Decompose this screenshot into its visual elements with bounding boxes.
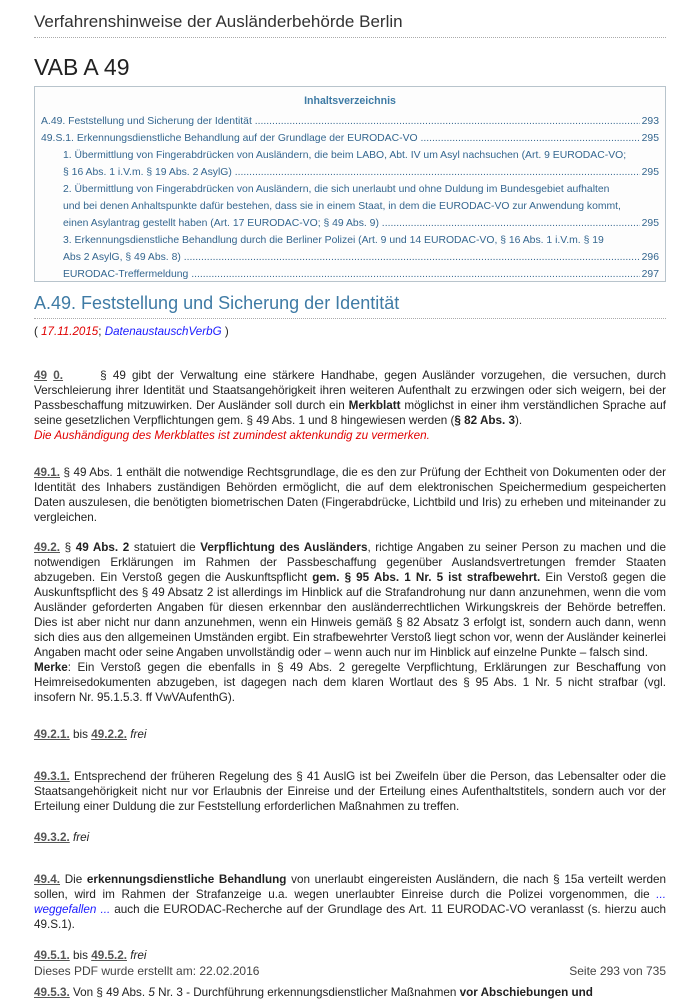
toc-entry-line[interactable]: § 16 Abs. 1 i.V.m. § 19 Abs. 2 AsylG) ..... bbox=[63, 164, 640, 181]
paragraph-49-3-1 bbox=[34, 769, 666, 814]
paragraph-49-2 bbox=[34, 540, 666, 705]
amendment-note-text: Die Aushändigung des Merkblattes ist zumindest aktenkundig zu vermerken. bbox=[34, 429, 430, 442]
paragraph-bold: gem. § 95 Abs. 1 Nr. 5 ist strafbewehrt. bbox=[312, 571, 541, 584]
paragraph-bold: erkennungsdienstliche Behandlung bbox=[86, 873, 287, 886]
paragraph-number[interactable]: 49.2.2. bbox=[91, 728, 127, 741]
document-title: VAB A 49 bbox=[34, 54, 130, 80]
paragraph-bold: Verpflichtung des Ausländers bbox=[200, 541, 368, 554]
toc-entry[interactable] bbox=[41, 130, 659, 147]
merke-label: Merke bbox=[34, 661, 68, 674]
section-title: A.49. Feststellung und Sicherung der Identität bbox=[34, 293, 400, 313]
paragraph-number[interactable]: 49 bbox=[34, 369, 48, 382]
paragraph-number[interactable]: 0. bbox=[53, 369, 63, 382]
paragraph-text: Ein Verstoß gegen die Auskunftspflicht des § 49 Absatz 2 ist allerdings im Hinblick auf die Strafandrohung nur dann anzunehmen, wenn die vom Ausländer geforderten Angaben für diesen erkennbar den ausländerrechtlichen Wirkungskreis der Behörde betreffen. Dies ist aber nicht nur dann anzunehmen, wenn ein Hinweis gemäß § 82 Absatz 3 erfolgt ist, sondern auch dann, wenn sich dies aus den allgemeinen Umständen ergibt. Ein strafbewehrter Verstoß liegt schon vor, wenn der Ausländer keinerlei Angaben macht oder seine Angaben unvollständig oder – wenn auch nur im Hinblick auf einzelne Punkte – falsch sind. bbox=[34, 571, 666, 659]
paragraph-text: bis bbox=[73, 949, 88, 962]
running-header: Verfahrenshinweise der Ausländerbehörde Berlin bbox=[34, 12, 403, 31]
paragraph-number[interactable]: 49.5.1. bbox=[34, 949, 70, 962]
toc-entry-line[interactable]: Abs 2 AsylG, § 49 Abs. 8) ..... bbox=[63, 249, 640, 266]
paragraph-bold: vor Abschiebungen und bbox=[459, 986, 593, 999]
paragraph-text: § 49 gibt der Verwaltung eine stärkere Handhabe, gegen Ausländer vorzugehen, die versuchen, durch Verschleierung ihrer Identität und Staatsangehörigkeit ihren weiteren Aufenthalt zu erzwingen oder sich weigern, bei der Passbeschaffung mitzuwirken. Der Ausländer soll durch ein bbox=[34, 369, 667, 412]
toc-entry-page[interactable]: 297 bbox=[641, 269, 659, 280]
footer-created-date: Dieses PDF wurde erstellt am: 22.02.2016 bbox=[34, 964, 260, 978]
toc-entry-text[interactable]: EURODAC-Treffermeldung ..... bbox=[63, 266, 640, 283]
paragraph-text: Entsprechend der früheren Regelung des § 41 AuslG ist bei Zweifeln über die Person, das Lebensalter oder die Staatsangehörigkeit nicht nur vor Erlaubnis der Einreise und der Erteilung eines Aufenthaltstitels, sondern auch vor der Erteilung einer Duldung die zur Feststellung erforderlichen Maßnahmen zu treffen. bbox=[34, 770, 667, 813]
paragraph-number[interactable]: 49.1. bbox=[34, 466, 60, 479]
paragraph-49-0 bbox=[34, 368, 666, 443]
toc-entry-page[interactable]: 295 bbox=[641, 133, 659, 144]
paragraph-text: frei bbox=[73, 831, 90, 844]
paragraph-number[interactable]: 49.4. bbox=[34, 873, 60, 886]
paragraph-49-2-1 bbox=[34, 727, 666, 742]
toc-entry[interactable] bbox=[41, 147, 659, 181]
paragraph-text: auch die EURODAC-Recherche auf der Grundlage des Art. 11 EURODAC-VO veranlasst (s. hierzu auch 49.S.1). bbox=[34, 903, 667, 931]
toc-entry-text[interactable]: A.49. Feststellung und Sicherung der Identität ..... bbox=[41, 113, 640, 130]
toc-entry-line[interactable]: 1. Übermittlung von Fingerabdrücken von Ausländern, die beim LABO, Abt. IV um Asyl nachsuchen (Art. 9 EURODAC-VO; bbox=[63, 150, 627, 161]
toc-entry-line[interactable]: und bei denen Anhaltspunkte dafür bestehen, dass sie in einem Staat, in dem die EURODAC-VO zur Anwendung kommt, bbox=[63, 201, 621, 212]
paragraph-49-4 bbox=[34, 872, 666, 932]
toc-entry-page[interactable]: 296 bbox=[641, 252, 659, 263]
paragraph-number[interactable]: 49.3.1. bbox=[34, 770, 70, 783]
paragraph-number[interactable]: 49.5.2. bbox=[91, 949, 127, 962]
toc-entry[interactable] bbox=[41, 113, 659, 130]
paragraph-number[interactable]: 49.5.3. bbox=[34, 986, 70, 999]
amendment-note: ( 17.11.2015; DatenaustauschVerbG ) bbox=[34, 325, 229, 338]
paragraph-text: bis bbox=[73, 728, 88, 741]
toc-entry-line[interactable]: 3. Erkennungsdienstliche Behandlung durch die Berliner Polizei (Art. 9 und 14 EURODAC-VO, § 16 Abs. 1 i.V.m. § 19 bbox=[63, 235, 604, 246]
paragraph-49-5-1 bbox=[34, 948, 666, 963]
paragraph-49-3-2 bbox=[34, 830, 666, 845]
paragraph-49-1 bbox=[34, 465, 666, 525]
paragraph-text: ). bbox=[515, 414, 523, 427]
toc-entry-page[interactable]: 295 bbox=[641, 218, 659, 229]
table-of-contents bbox=[34, 86, 666, 282]
paragraph-text: von unerlaubt eingereisten Ausländern, die nach § 15a verteilt werden sollen, wird im Rahmen der Strafanzeige u.a. wegen unerlaubter Einreise durch die Polizei vorgenommen, die bbox=[34, 873, 666, 901]
paragraph-bold: § 82 Abs. 3 bbox=[454, 414, 516, 427]
paragraph-text: möglichst in einer ihm verständlichen Sprache auf seine gesetzlichen Verpflichtungen gem. § 49 Abs. 1 und 8 hingewiesen werden ( bbox=[34, 399, 666, 427]
document-body bbox=[34, 368, 666, 1000]
toc-entry-text[interactable]: 49.S.1. Erkennungsdienstliche Behandlung auf der Grundlage der EURODAC-VO ..... bbox=[41, 130, 640, 147]
paragraph-text: frei bbox=[130, 949, 147, 962]
omission-note: ... weggefallen ... bbox=[34, 888, 667, 916]
toc-entry-line[interactable]: einen Asylantrag gestellt haben (Art. 17 EURODAC-VO; § 49 Abs. 9) ..... bbox=[63, 215, 640, 232]
paragraph-text: § 49 Abs. 1 enthält die notwendige Rechtsgrundlage, die es den zur Prüfung der Echtheit von Dokumenten oder der Identität des Inhabers zuständigen Behörden ermöglicht, die auf dem elektronischen Speichermedium gespeicherten Daten auszulesen, die benötigten biometrischen Daten (Fingerabdrücke, Lichtbild und Iris) zu erheben und miteinander zu vergleichen. bbox=[34, 466, 667, 524]
footer-page-number: Seite 293 von 735 bbox=[569, 964, 666, 978]
amendment-date: 17.11.2015 bbox=[41, 325, 99, 338]
paragraph-text: § bbox=[64, 541, 72, 554]
section-divider bbox=[34, 318, 666, 319]
toc-entry-page[interactable]: 293 bbox=[641, 116, 659, 127]
paragraph-text: 5 bbox=[148, 986, 155, 999]
paragraph-number[interactable]: 49.2.1. bbox=[34, 728, 70, 741]
toc-entry-page[interactable]: 295 bbox=[641, 167, 659, 178]
paragraph-text: Nr. 3 - Durchführung erkennungsdienstlicher Maßnahmen bbox=[158, 986, 457, 999]
toc-entry[interactable] bbox=[41, 266, 659, 283]
toc-entry[interactable] bbox=[41, 232, 659, 266]
paragraph-text: Von § 49 Abs. bbox=[73, 986, 146, 999]
toc-entry-line[interactable]: 2. Übermittlung von Fingerabdrücken von Ausländern, die sich unerlaubt und ohne Duldung im Bundesgebiet aufhalten bbox=[63, 184, 610, 195]
paragraph-text: statuiert die bbox=[133, 541, 196, 554]
paragraph-number[interactable]: 49.2. bbox=[34, 541, 60, 554]
paragraph-text: : Ein Verstoß gegen die ebenfalls in § 49 Abs. 2 geregelte Verpflichtung, Erklärungen zur Beschaffung von Heimreisedokumenten abzugeben, ist dagegen nach dem klaren Wortlaut des § 95 Abs. 1 Nr. 5 nicht strafbar (vgl. insofern Nr. 95.1.5.3. ff VwVAufenthG). bbox=[34, 661, 666, 704]
header-divider bbox=[34, 37, 666, 38]
paragraph-number[interactable]: 49.3.2. bbox=[34, 831, 70, 844]
paragraph-text: , richtige Angaben zu seiner Person zu machen und die notwendigen Erklärungen im Rahmen der Passbeschaffung gegenüber Auslandsvertretungen fremder Staaten abzugeben. Ein Verstoß gegen die Auskunftspflicht bbox=[34, 541, 667, 584]
paragraph-text: Die bbox=[64, 873, 83, 886]
paragraph-text: frei bbox=[130, 728, 147, 741]
toc-entry[interactable] bbox=[41, 181, 659, 232]
amendment-law-link[interactable]: DatenaustauschVerbG bbox=[104, 325, 222, 338]
paragraph-bold: Merkblatt bbox=[348, 399, 401, 412]
toc-heading: Inhaltsverzeichnis bbox=[304, 95, 396, 107]
paragraph-bold: 49 Abs. 2 bbox=[75, 541, 130, 554]
paragraph-49-5-3 bbox=[34, 985, 666, 1000]
